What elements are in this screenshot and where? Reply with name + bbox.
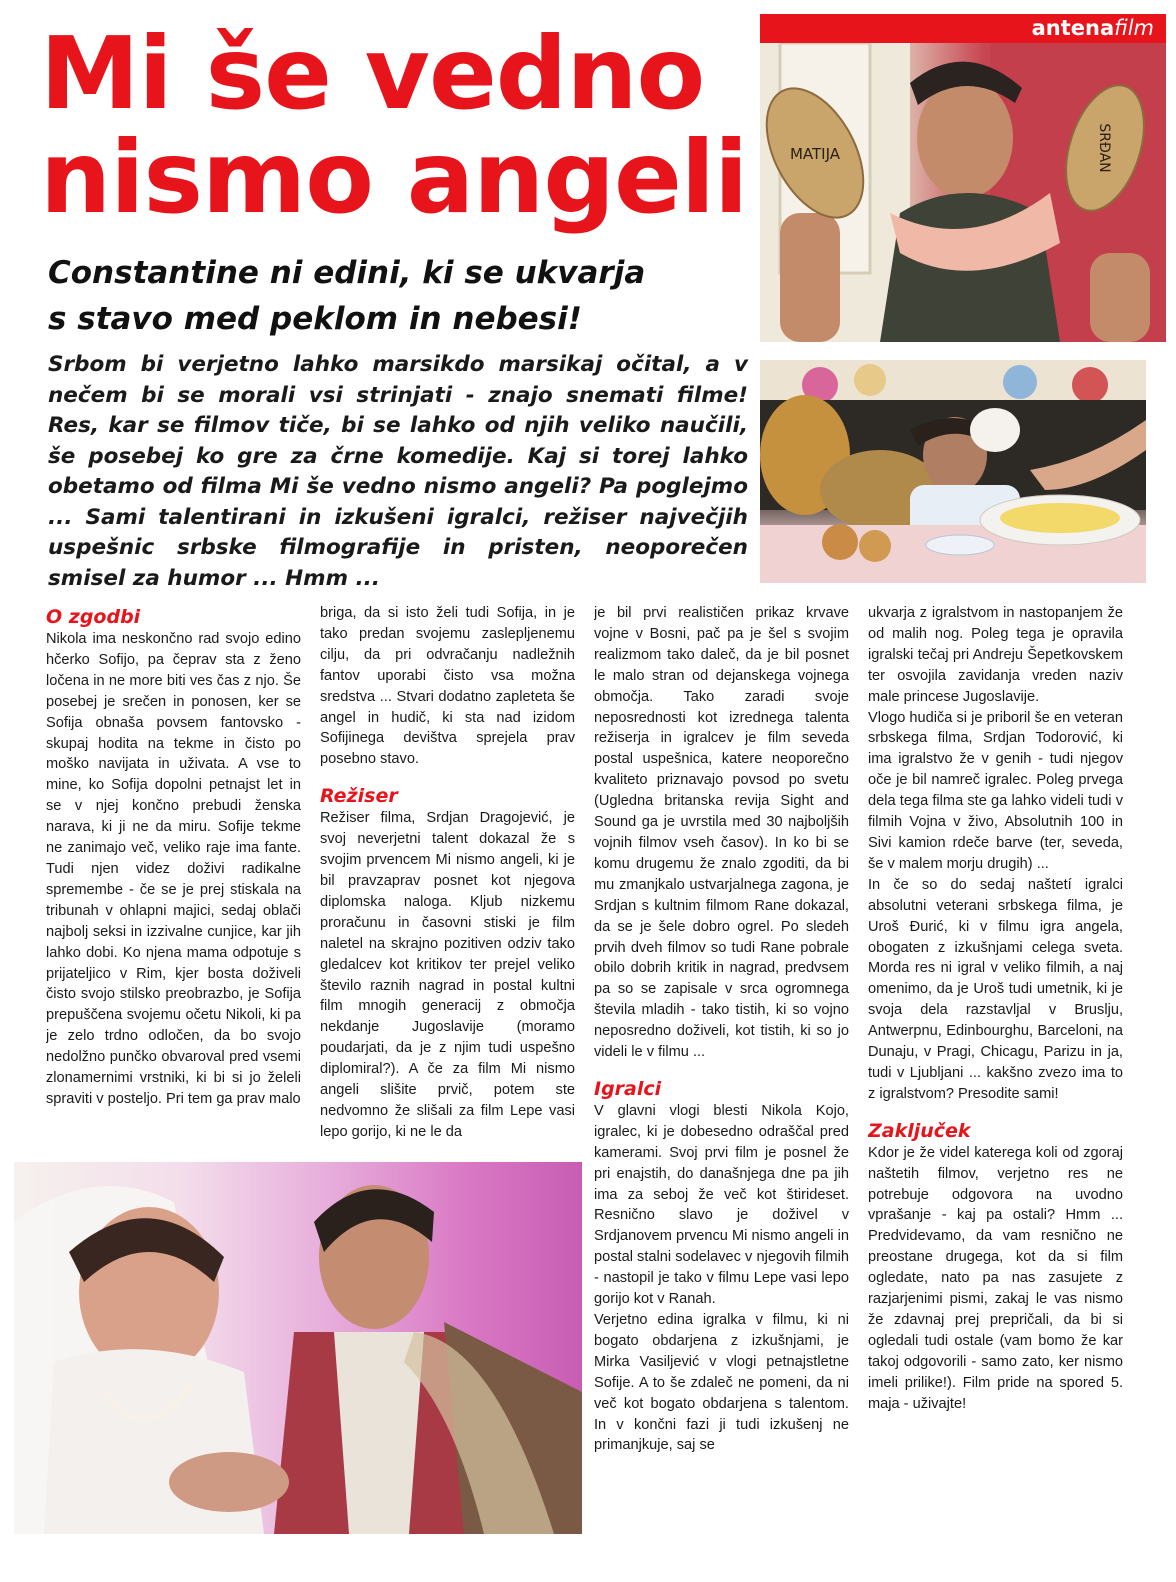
heading-o-zgodbi: O zgodbi	[46, 606, 141, 628]
article-subtitle	[48, 250, 748, 342]
title-line-1: Mi še vedno	[40, 15, 705, 132]
photo-bride-and-man	[14, 1162, 582, 1534]
column-1	[46, 603, 301, 1163]
story-paragraph: Nikola ima neskončno rad svojo edino hčerko Sofijo, pa čeprav sta z ženo ločena in ne more biti ves čas z njo. Še posebej je srečen in ponosen, ker se Sofija obnaša povsem fantovsko - skupaj hodita na tekme in čisto po moško navijata in uživata. A vse to mine, ko Sofija dopolni petnajst let in se v njej končno prebudi ženska narava, ki ji ne da miru. Sofije tekme ne zanimajo več, veliko raje ima fante. Tudi njen videz doživi radikalne spremembe - če se je prej stiskala na tribunah v ohlapni majici, sedaj oblači najbolj seksi in izzivalne cunjice, kar jih lahko dobi. Ko njena mama odpotuje s prijateljico v Rim, kjer bosta doživeli čisto svojo stilsko preobrazbo, je Sofija prepuščena svojemu očetu Nikoli, ki pa je zelo trdno odločen, da bo svojo nedolžno punčko obvaroval pred vsemi zlonamernimi vrstniki, ki bi si jo želeli spraviti v posteljo. Pri tem ga prav malo	[46, 631, 301, 1107]
shoehorn-label-right: SRĐAN	[1096, 123, 1112, 173]
shoehorn-label-left: MATIJA	[789, 145, 841, 163]
article-title	[40, 15, 765, 236]
column-2	[320, 603, 575, 1163]
photo-man-illustration	[760, 43, 1166, 342]
subtitle-line-1: Constantine ni edini, ki se ukvarja	[48, 255, 646, 291]
photo-bride-illustration	[14, 1162, 582, 1534]
actors-paragraph-1: V glavni vlogi blesti Nikola Kojo, igralec, ki je dobesedno odraščal pred kamerami. Svoj prvi film je posnel že pri enajstih, do današnjega dne pa jih ima za seboj že več kot štirideset. Resnično slavo je doživel v Srdjanovem prvencu Mi nismo angeli in postal stalni sodelavec v njegovih filmih - nastopil je tako v filmu Lepe vasi lepo gorijo kot v Ranah.	[594, 1102, 849, 1308]
actors-paragraph-4: In če so do sedaj naštetí igralci absolutni veterani srbskega filma, je Uroš Đurić, ki v filmu igra angela, obogaten z izkušnjami celega sveta. Morda res ni igral v veliko filmih, a naj omenimo, da je Uroš tudi umetnik, ki je svoja dela razstavljal v Bruslju, Antwerpnu, Edinbourghu, Barceloni, na Dunaju, v Pragi, Chicagu, Parizu in ja, tudi v Ljubljani ... kakšno zvezo ima to z igralstvom? Presodite sami!	[868, 876, 1123, 1102]
heading-reziser: Režiser	[320, 785, 398, 808]
heading-igralci: Igralci	[594, 1077, 662, 1100]
actors-continuation-paragraph: ukvarja z igralstvom in nastopanjem že od malih nog. Poleg tega je opravila igralski tečaj pri Andreju Šepetkovskem ter osvojila zavidanja vreden naziv male princese Jugoslavije.	[868, 605, 1123, 705]
brand-italic: film	[1114, 16, 1154, 40]
photo-man-with-shoehorns	[760, 43, 1166, 342]
column-3	[594, 603, 849, 1503]
title-line-2: nismo angeli	[40, 119, 748, 236]
brand-bold: antena	[1031, 16, 1115, 40]
subtitle-line-2: s stavo med peklom in nebesi!	[48, 301, 582, 337]
photo-man-on-sofa	[760, 360, 1146, 583]
heading-zakljucek: Zaključek	[868, 1119, 971, 1142]
intro-paragraph: Srbom bi verjetno lahko marsikdo marsikaj očital, a v nečem bi se morali vsi strinjati - znajo snemati filme! Res, kar se filmov tiče, bi se lahko od njih veliko naučili, še posebej ko gre za črne komedije. Kaj si torej lahko obetamo od filma Mi še vedno nismo angeli? Pa poglejmo ... Sami talentirani in izkušeni igralci, režiser največjih uspešnic srbske filmografije in pristen, neoporečen smisel za humor ... Hmm ...	[48, 352, 748, 591]
photo-sofa-illustration	[760, 360, 1146, 583]
actors-paragraph-3: Vlogo hudiča si je priboril še en veteran srbskega filma, Srdjan Todorović, ki ima igralstvo že v genih - tudi njegov oče je bil namreč igralec. Poleg prvega dela tega filma ste ga lahko videli tudi v filmih Vojna v živo, Absolutnih 100 in Sivi kamion rdeče barve (ter, seveda, še v malem morju drugih) ...	[868, 709, 1123, 872]
section-brand	[760, 14, 1166, 43]
director-paragraph: Režiser filma, Srdjan Dragojević, je svoj neverjetni talent dokazal že s svojim prvencem Mi nismo angeli, ki je bil pravzaprav posnet kot njegova diplomska naloga. Kljub nizkemu proračunu in časovni stiski je film naletel na skrajno pozitiven odziv tako gledalcev kot kritikov ter prejel veliko število raznih nagrad in postal kultni film mnogih generacij z območja nekdanje Jugoslavije (moramo poudarjati, da je z njim tudi uspešno diplomiral?). A če za film Mi nismo angeli slišite prvič, potem ste nedvomno že slišali za film Lepe vasi lepo gorijo, ki ne le da	[320, 810, 575, 1140]
conclusion-paragraph: Kdor je že videl katerega koli od zgoraj naštetih filmov, verjetno res ne potrebuje odgovora na uvodno vprašanje - kaj pa ostali? Hmm ... Predvidevamo, da vam resnično ne preostane drugega, kot da si film ogledate, nato pa nas zasujete z razjarjenimi pismi, zakaj le vas nismo že zdavnaj prej prepričali, da bi si ogledali tudi ostale (vam bomo že kar takoj odgovorili - samo zato, ker nismo imeli prilike!). Film pride na spored 5. maja - uživajte!	[868, 1144, 1123, 1412]
story-continuation-paragraph: briga, da si isto želi tudi Sofija, in je tako predan svojemu zaslepljenemu cilju, da pri odvračanju nadležnih fantov uporabi čisto vsa možna sredstva ... Stvari dodatno zapleteta še angel in hudič, ki sta nad izidom Sofijinega devištva sprejela prav posebno stavo.	[320, 605, 575, 768]
actors-paragraph-2: Verjetno edina igralka v filmu, ki ni bogato obdarjena z izkušnjami, je Mirka Vasiljević v vlogi petnajstletne Sofije. A to še zdaleč ne pomeni, da ni več kot bogato obdarjena s talentom. In v končni fazi ji tudi izkušenj ne primanjkuje, saj se	[594, 1312, 849, 1454]
director-continuation-paragraph: je bil prvi realističen prikaz krvave vojne v Bosni, pač pa je šel s svojim realizmom tako daleč, da je bil posnet le malo stran od dejanskega vojnega območja. Tako zaradi svoje neposrednosti kot izrednega talenta režiserja in igralcev je film seveda postal uspešnica, katere neoporečno kvaliteto priznavajo povsod po svetu (Ugledna britanska revija Sight and Sound ga je uvrstila med 30 najboljših vojnih filmov vseh časov). In ko bi se komu drugemu že znalo zgoditi, da bi mu zmanjkalo ustvarjalnega zagona, je Srdjan s kultnim filmom Rane dokazal, da se je šele dobro ogrel. Po sledeh prvih dveh filmov so tudi Rane pobrale obilo dobrih kritik in nagrad, predvsem pa so se zapisale v srca ogromnega števila mladih - tako tistih, ki so vojno neposredno doživeli, kot tistih, ki so jo videli le v filmu ...	[594, 605, 849, 1061]
column-4	[868, 603, 1123, 1523]
